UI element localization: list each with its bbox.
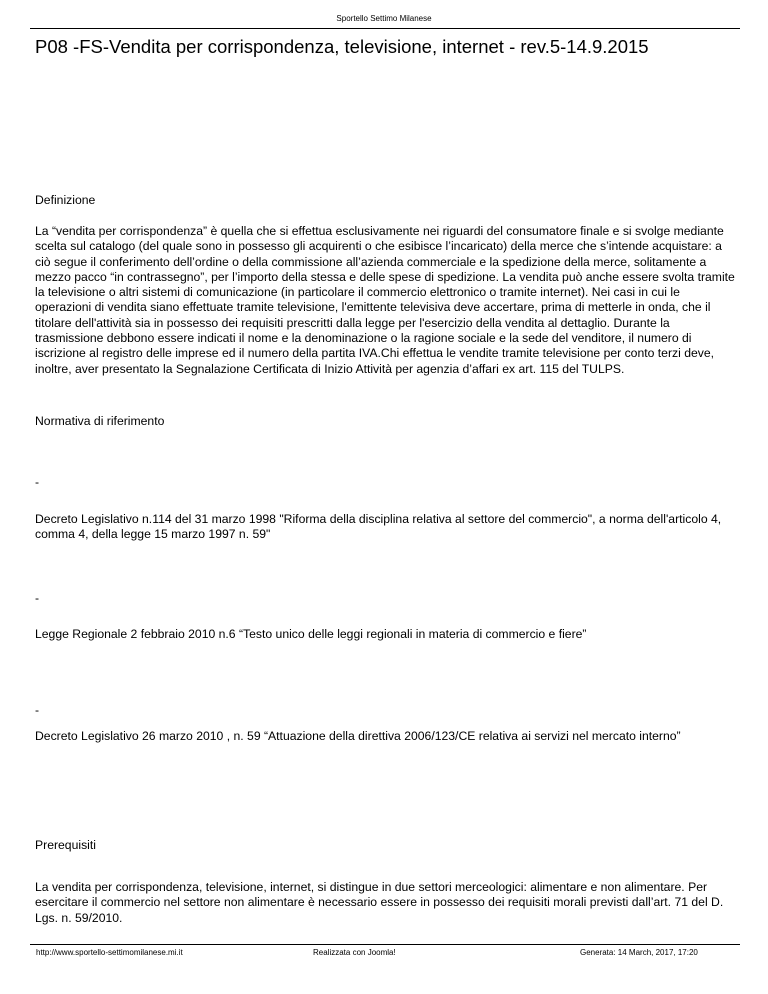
footer-divider — [30, 944, 740, 945]
footer-url-link[interactable]: http://www.sportello-settimomilanese.mi.it — [36, 948, 183, 957]
normativa-item-1-bullet: - — [35, 475, 40, 489]
definizione-paragraph: La “vendita per corrispondenza” è quella che si effettua esclusivamente nei riguardi del consumatore finale e si svolge mediante scelta sul catalogo (del quale sono in possesso gli acquirenti o che esibisce l’incaricato) della merce che s’intende acquistare: a ciò segue il conferimento dell’ordine o della commissione all’azienda commerciale e la spedizione della merce, solitamente a mezzo pacco “in contrassegno”, per l’importo della stessa e delle spese di spedizione. La vendita può anche essere svolta tramite la televisione o altri sistemi di comunicazione (in particolare il commercio elettronico o tramite internet). Nei casi in cui le operazioni di vendita siano effettuate tramite televisione, l'emittente televisiva deve accertare, prima di metterle in onda, che il titolare dell'attività sia in possesso dei requisiti prescritti dalla legge per l'esercizio della vendita al dettaglio. Durante la trasmissione debbono essere indicati il nome e la denominazione o la ragione sociale e la sede del venditore, il numero di iscrizione al registro delle imprese ed il numero della partita IVA.Chi effettua le vendite tramite televisione per conto terzi deve, inoltre, aver presentato la Segnalazione Certificata di Inizio Attività per agenzia d’affari ex art. 115 del TULPS. — [35, 224, 735, 376]
prerequisiti-paragraph: La vendita per corrispondenza, televisione, internet, si distingue in due settori merceologici: alimentare e non alimentare. Per esercitare il commercio nel settore non alimentare è necessario essere in possesso dei requisiti morali previsti dall’art. 71 del D. Lgs. n. 59/2010. — [35, 880, 724, 925]
normativa-item-3-text: Decreto Legislativo 26 marzo 2010 , n. 59 “Attuazione della direttiva 2006/123/CE relativa ai servizi nel mercato interno” — [35, 729, 681, 743]
normativa-item-1-text: Decreto Legislativo n.114 del 31 marzo 1998 "Riforma della disciplina relativa al settore del commercio", a norma dell'articolo 4, comma 4, della legge 15 marzo 1997 n. 59" — [35, 512, 722, 542]
normativa-heading: Normativa di riferimento — [35, 414, 165, 428]
normativa-item-3-bullet: - — [35, 703, 40, 717]
normativa-item-2-bullet: - — [35, 591, 40, 605]
footer-credits: Realizzata con Joomla! — [313, 948, 396, 957]
definizione-heading: Definizione — [35, 193, 96, 207]
page-title: P08 -FS-Vendita per corrispondenza, televisione, internet - rev.5-14.9.2015 — [35, 36, 649, 57]
prerequisiti-heading: Prerequisiti — [35, 838, 96, 852]
normativa-item-2-text: Legge Regionale 2 febbraio 2010 n.6 “Testo unico delle leggi regionali in materia di commercio e fiere” — [35, 627, 587, 641]
header-site-name: Sportello Settimo Milanese — [336, 14, 432, 23]
header-divider — [30, 28, 740, 29]
footer-generated-date: Generata: 14 March, 2017, 17:20 — [580, 948, 698, 957]
